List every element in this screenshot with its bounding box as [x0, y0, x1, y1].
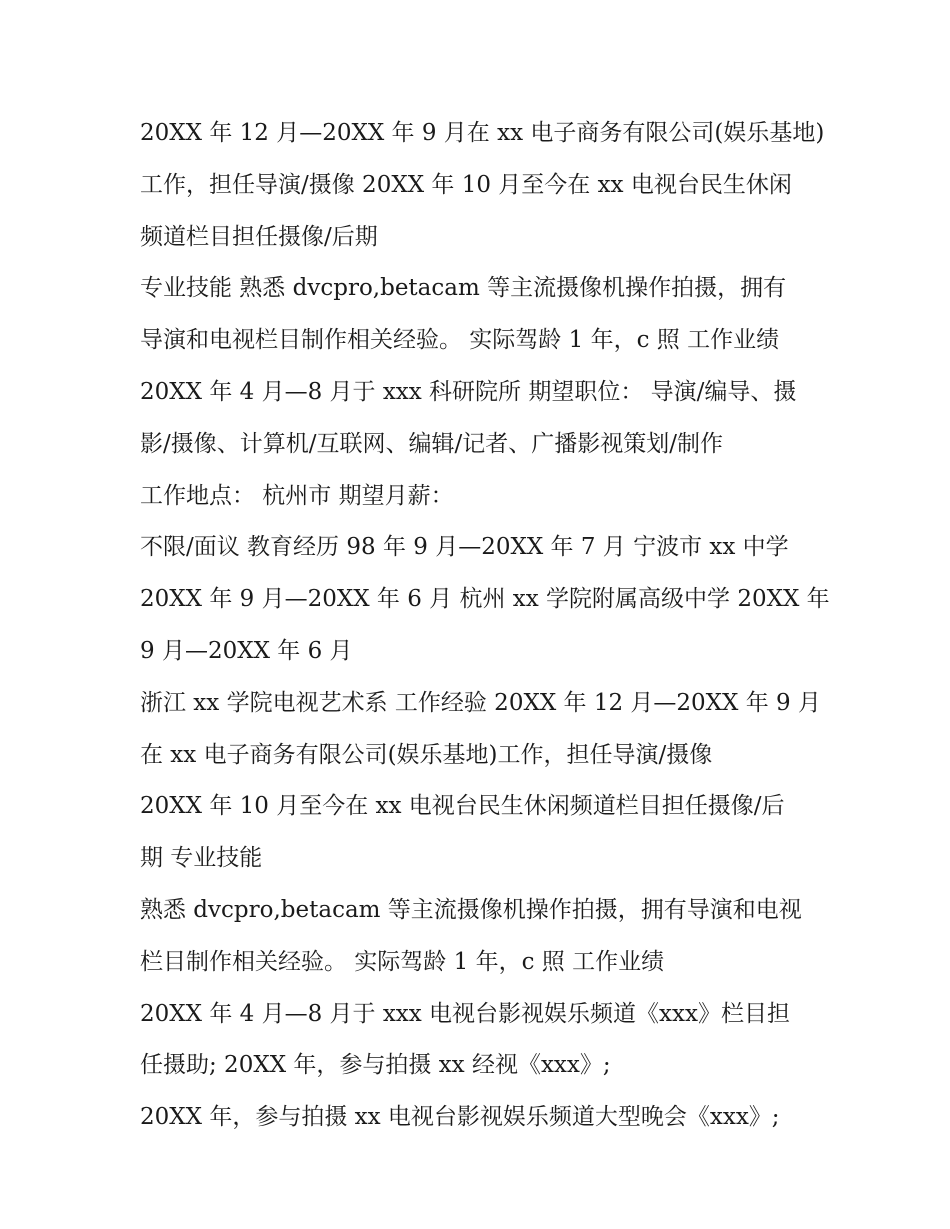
text-line: 不限/面议 教育经历 98 年 9 月—20XX 年 7 月 宁波市 xx 中学	[140, 534, 789, 561]
text-line: 9 月—20XX 年 6 月	[140, 637, 353, 664]
text-line: 频道栏目担任摄像/后期	[140, 223, 378, 250]
text-line: 在 xx 电子商务有限公司(娱乐基地)工作，担任导演/摄像	[140, 741, 713, 768]
text-line: 20XX 年 4 月—8 月于 xxx 电视台影视娱乐频道《xxx》栏目担	[140, 1000, 790, 1027]
text-line: 期 专业技能	[140, 845, 263, 872]
document-body	[140, 108, 830, 1144]
text-line: 导演和电视栏目制作相关经验。 实际驾龄 1 年，c 照 工作业绩	[140, 327, 780, 354]
text-line: 20XX 年 12 月—20XX 年 9 月在 xx 电子商务有限公司(娱乐基地)	[140, 120, 825, 146]
text-line: 工作，担任导演/摄像 20XX 年 10 月至今在 xx 电视台民生休闲	[140, 171, 792, 198]
text-line: 任摄助; 20XX 年，参与拍摄 xx 经视《xxx》;	[140, 1052, 611, 1079]
text-line: 浙江 xx 学院电视艺术系 工作经验 20XX 年 12 月—20XX 年 9 月	[140, 689, 821, 716]
text-line: 影/摄像、计算机/互联网、编辑/记者、广播影视策划/制作	[140, 430, 723, 457]
text-line: 20XX 年，参与拍摄 xx 电视台影视娱乐频道大型晚会《xxx》;	[140, 1104, 780, 1131]
text-line: 熟悉 dvcpro,betacam 等主流摄像机操作拍摄，拥有导演和电视	[140, 896, 802, 923]
text-line: 栏目制作相关经验。 实际驾龄 1 年，c 照 工作业绩	[140, 948, 665, 975]
text-line: 20XX 年 4 月—8 月于 xxx 科研院所 期望职位： 导演/编导、摄	[140, 378, 797, 405]
text-line: 20XX 年 9 月—20XX 年 6 月 杭州 xx 学院附属高级中学 20XX 年	[140, 586, 830, 613]
text-line: 工作地点： 杭州市 期望月薪：	[140, 482, 454, 509]
text-line: 20XX 年 10 月至今在 xx 电视台民生休闲频道栏目担任摄像/后	[140, 793, 785, 820]
text-line: 专业技能 熟悉 dvcpro,betacam 等主流摄像机操作拍摄，拥有	[140, 275, 787, 302]
